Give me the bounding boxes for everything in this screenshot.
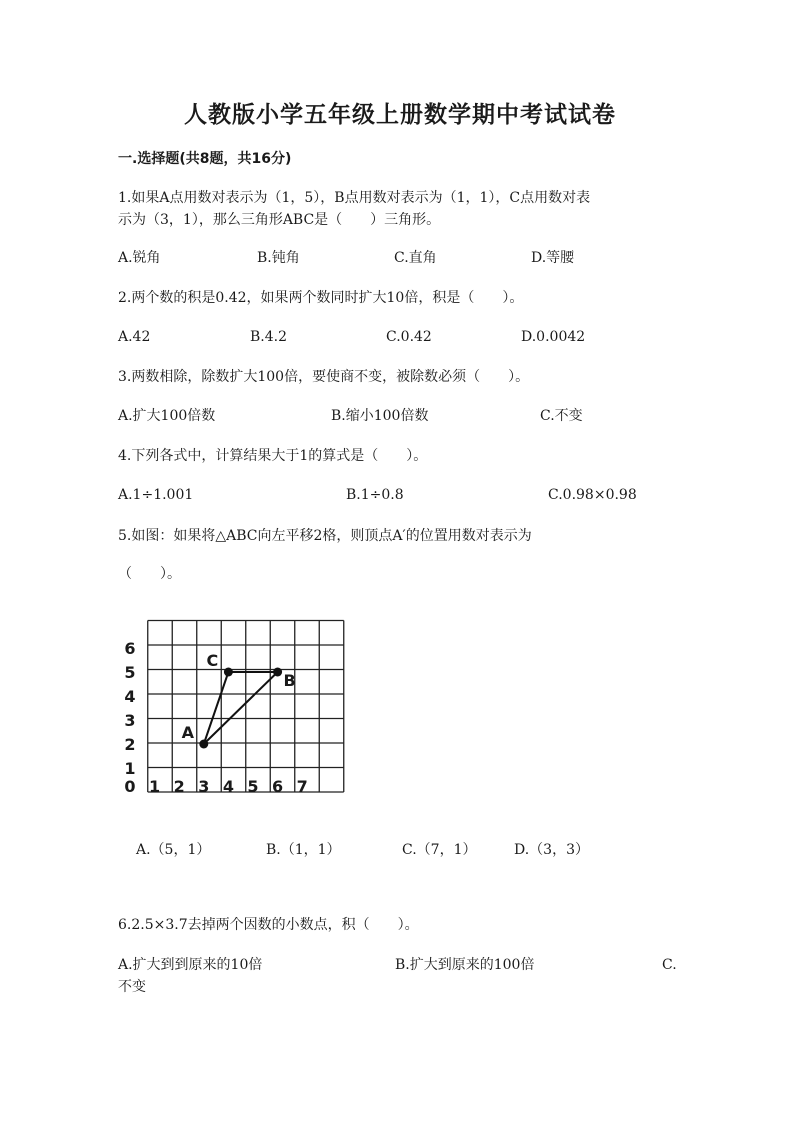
triangle-edge-ab xyxy=(204,672,278,744)
x-axis-tick-label: 1 xyxy=(149,777,161,796)
question-2-stem: 2.两个数的积是0.42，如果两个数同时扩大10倍，积是（ ）。 xyxy=(118,290,524,306)
question-3-option-b: B.缩小100倍数 xyxy=(331,408,429,424)
vertex-label: C xyxy=(206,651,219,670)
y-axis-tick-label: 6 xyxy=(124,639,136,658)
question-2-option-b: B.4.2 xyxy=(250,329,288,345)
question-4-option-a: A.1÷1.001 xyxy=(118,487,194,503)
question-5-option-b: B.（1，1） xyxy=(266,842,341,858)
question-5-line-1: 5.如图：如果将△ABC向左平移2格，则顶点A′的位置用数对表示为 xyxy=(118,528,532,544)
question-5-option-d: D.（3，3） xyxy=(514,842,589,858)
question-3-option-c: C.不变 xyxy=(540,408,583,424)
vertex-point xyxy=(224,668,233,677)
x-axis-tick-label: 3 xyxy=(198,777,210,796)
page-title: 人教版小学五年级上册数学期中考试试卷 xyxy=(184,102,616,128)
question-4-option-b: B.1÷0.8 xyxy=(346,487,404,503)
x-axis-tick-label: 6 xyxy=(272,777,284,796)
question-5-option-a: A.（5，1） xyxy=(136,842,211,858)
vertex-point xyxy=(199,740,208,749)
y-axis-tick-label: 5 xyxy=(124,663,136,682)
question-1-option-a: A.锐角 xyxy=(118,250,161,266)
question-6-option-b: B.扩大到原来的100倍 xyxy=(395,957,535,973)
question-1-option-c: C.直角 xyxy=(394,250,437,266)
y-axis-tick-label: 4 xyxy=(124,687,136,706)
question-6-option-a: A.扩大到到原来的10倍 xyxy=(118,957,263,973)
question-2-option-a: A.42 xyxy=(118,329,151,345)
y-axis-tick-label: 1 xyxy=(124,759,136,778)
question-1-option-b: B.钝角 xyxy=(257,250,300,266)
vertex-label: B xyxy=(283,671,296,690)
x-axis-tick-label: 5 xyxy=(247,777,259,796)
x-axis-tick-label: 7 xyxy=(296,777,308,796)
x-axis-tick-label: 0 xyxy=(124,777,136,796)
question-1-line-1: 1.如果A点用数对表示为（1，5），B点用数对表示为（1，1），C点用数对表 xyxy=(118,190,591,206)
y-axis-tick-label: 3 xyxy=(124,711,136,730)
question-2-option-d: D.0.0042 xyxy=(521,329,586,345)
question-6-option-c-continued: 不变 xyxy=(118,979,146,995)
question-4-stem: 4.下列各式中，计算结果大于1的算式是（ ）。 xyxy=(118,448,428,464)
x-axis-tick-label: 2 xyxy=(173,777,185,796)
question-5-line-2: （ ）。 xyxy=(118,566,181,582)
coordinate-grid-figure xyxy=(120,612,350,802)
vertex-label: A xyxy=(181,723,194,742)
question-4-option-c: C.0.98×0.98 xyxy=(548,487,637,503)
vertex-point xyxy=(273,668,282,677)
question-3-option-a: A.扩大100倍数 xyxy=(118,408,216,424)
x-axis-tick-label: 4 xyxy=(222,777,234,796)
question-1-line-2: 示为（3，1），那么三角形ABC是（ ）三角形。 xyxy=(118,212,441,228)
question-6-option-c: C. xyxy=(662,957,677,973)
question-1-option-d: D.等腰 xyxy=(531,250,575,266)
question-3-stem: 3.两数相除，除数扩大100倍，要使商不变，被除数必须（ ）。 xyxy=(118,369,530,385)
section-heading: 一.选择题(共8题，共16分) xyxy=(118,151,292,167)
question-6-stem: 6.2.5×3.7去掉两个因数的小数点，积（ ）。 xyxy=(118,917,419,933)
y-axis-tick-label: 2 xyxy=(124,735,136,754)
question-5-option-c: C.（7，1） xyxy=(402,842,477,858)
question-2-option-c: C.0.42 xyxy=(386,329,432,345)
